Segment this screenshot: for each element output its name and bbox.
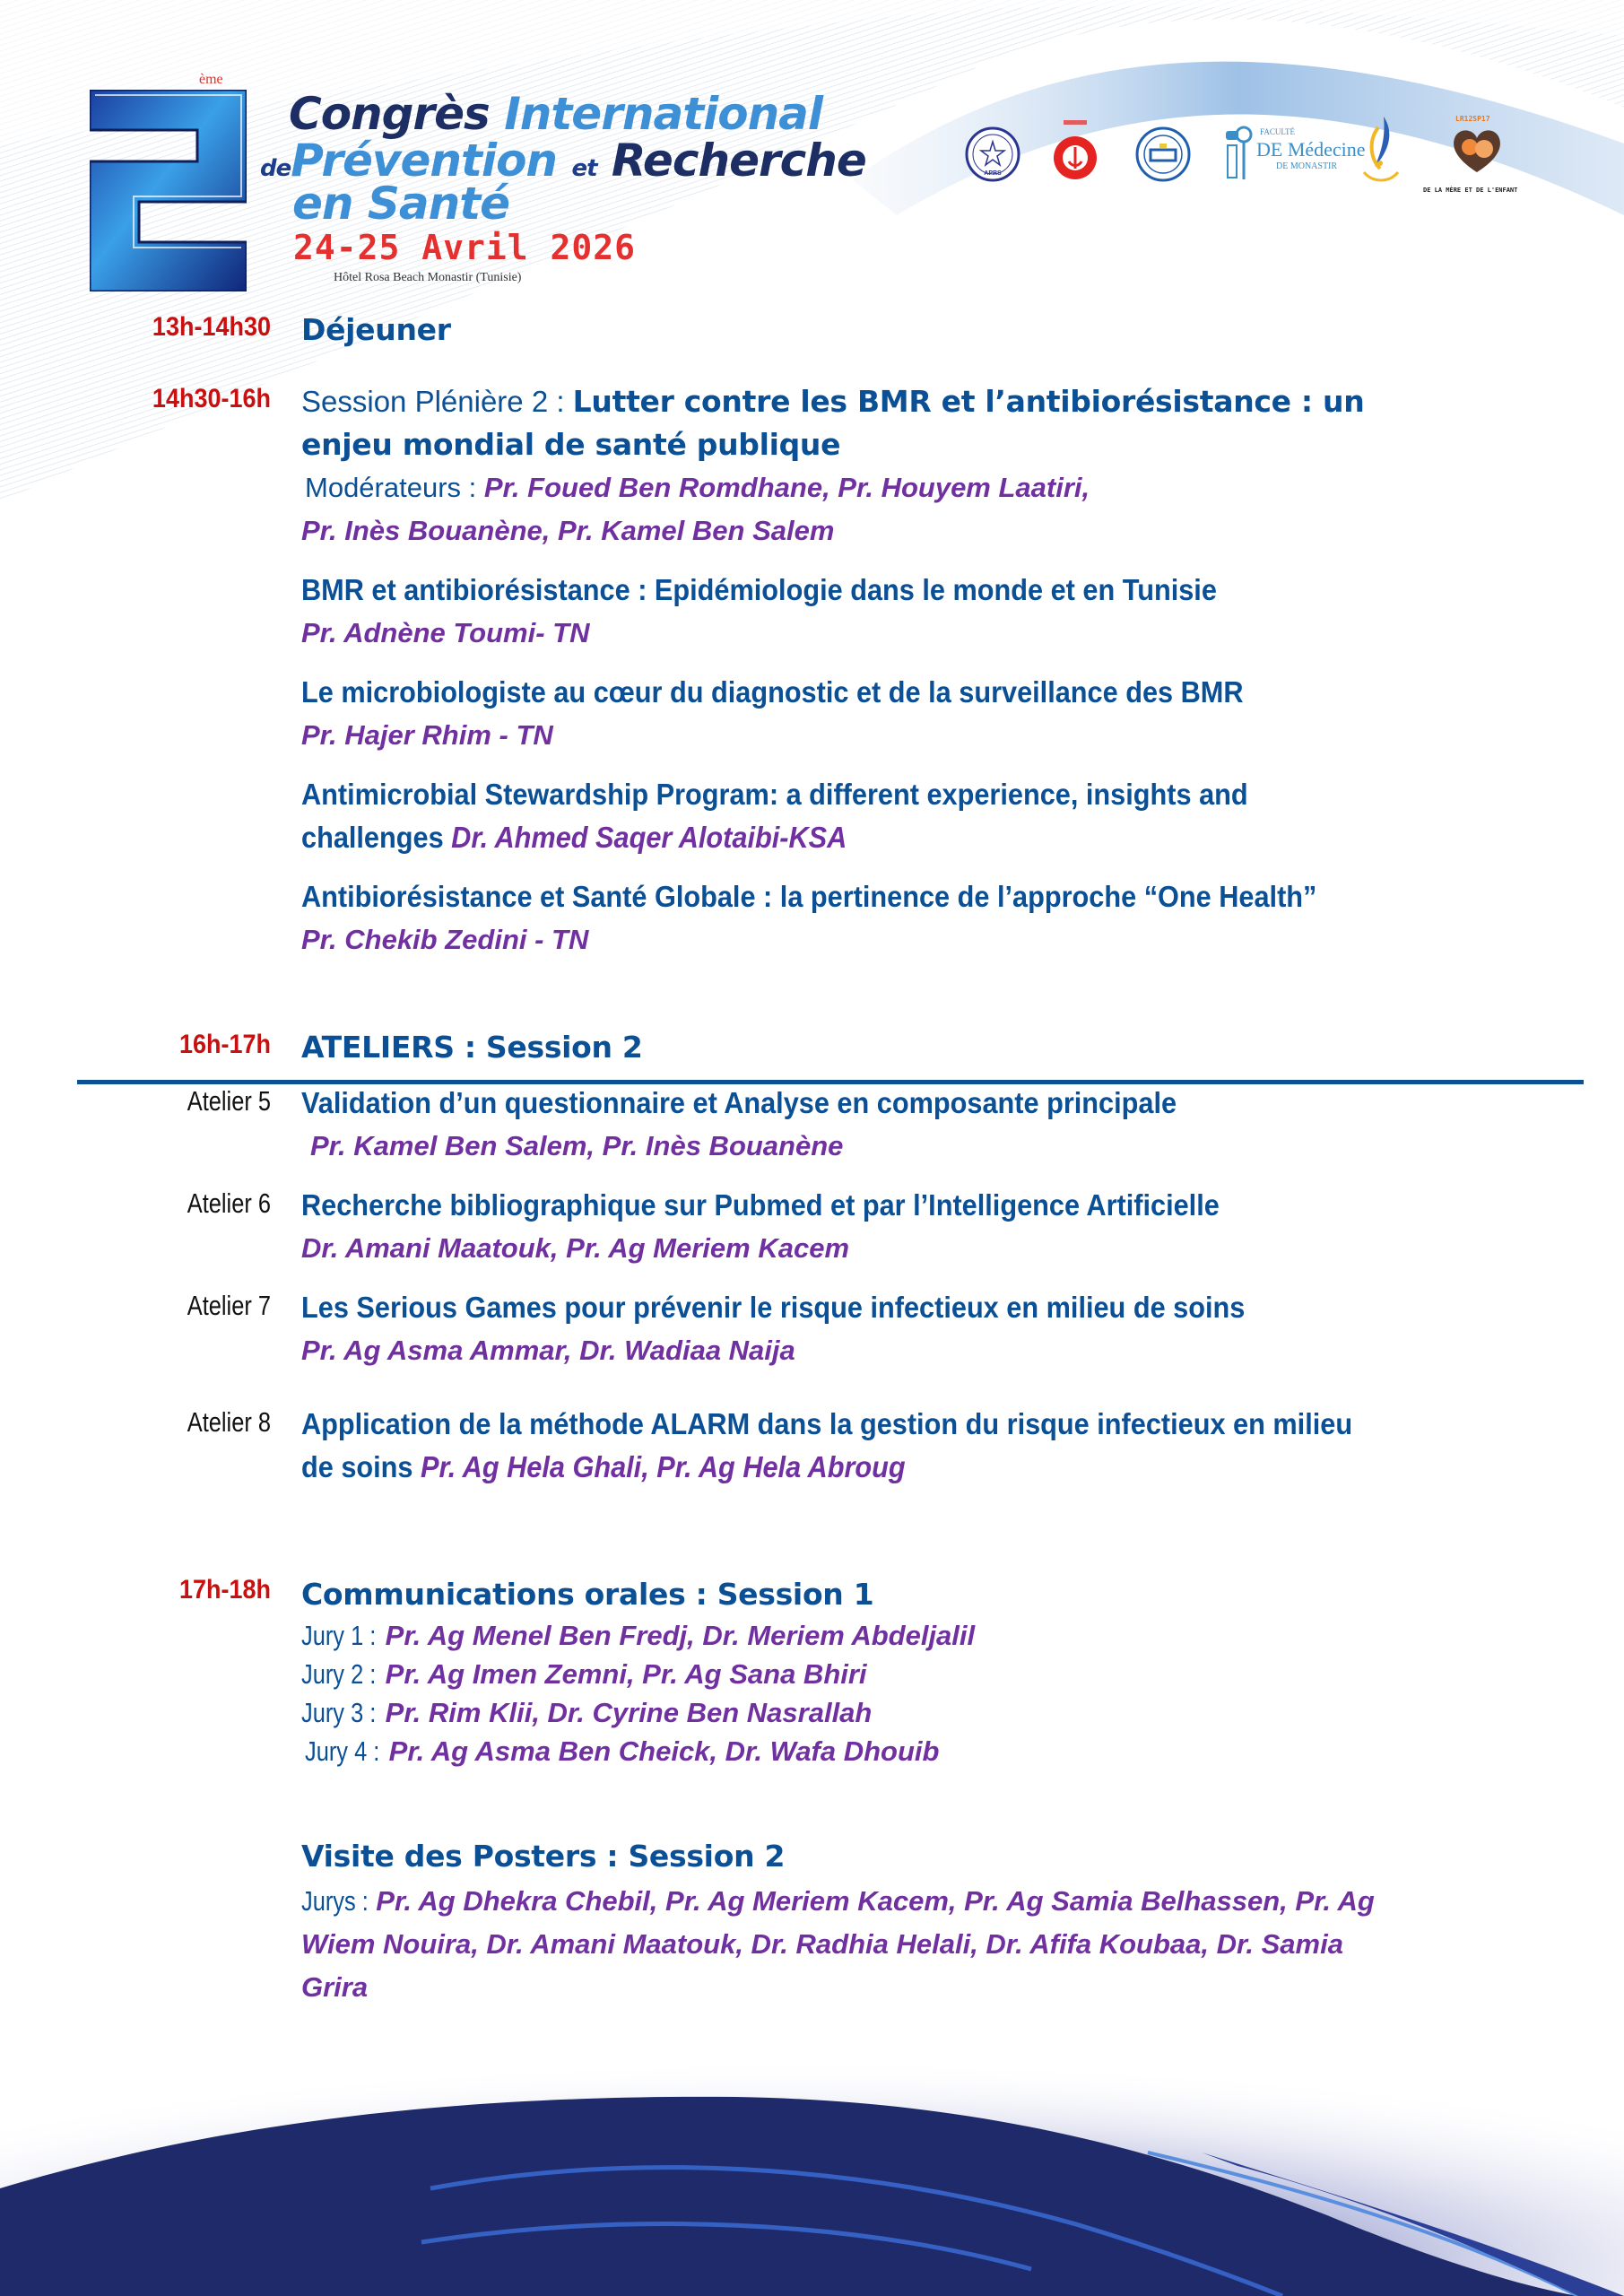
time-slot-lunch: 13h-14h30 (152, 312, 271, 342)
congress-title-line-3: en Santé (292, 178, 510, 230)
aprs-logo-label: APRS (984, 170, 1002, 177)
atelier-5-title: Validation d’un questionnaire et Analyse en composante principale (301, 1086, 1177, 1119)
posters-title: Visite des Posters : Session 2 (301, 1839, 786, 1874)
jury-3: Jury 3 :Pr. Rim Klii, Dr. Cyrine Ben Nasrallah (301, 1697, 873, 1728)
atelier-5-speakers: Pr. Kamel Ben Salem, Pr. Inès Bouanène (310, 1130, 844, 1161)
plenary-title-line-2: enjeu mondial de santé publique (301, 427, 841, 462)
moderators-line-1: Modérateurs : Pr. Foued Ben Romdhane, Pr. Houyem Laatiri, (305, 472, 1090, 503)
lr12sp17-logo: LR12SP17 DE LA MÈRE ET DE L'ENFANT (1423, 115, 1518, 194)
congress-venue: Hôtel Rosa Beach Monastir (Tunisie) (334, 271, 522, 284)
atelier-5 (301, 1082, 1584, 1168)
atelier-8-label: Atelier 8 (187, 1406, 271, 1438)
plenary-session (301, 380, 1584, 961)
atelier-7-title: Les Serious Games pour prévenir le risque infectieux en milieu de soins (301, 1291, 1246, 1324)
congress-title-line-2: dePrévention et Recherche (260, 135, 866, 187)
talk-4-speaker: Pr. Chekib Zedini - TN (301, 924, 589, 955)
ateliers-title: ATELIERS : Session 2 (301, 1030, 643, 1065)
oral-communications (301, 1573, 1584, 1770)
atelier-8-speakers: Pr. Ag Hela Ghali, Pr. Ag Hela Abroug (421, 1450, 906, 1483)
atelier-5-label: Atelier 5 (187, 1085, 271, 1117)
talk-2-speaker: Pr. Hajer Rhim - TN (301, 719, 553, 751)
universite-monastir-logo-icon (1359, 115, 1403, 192)
congress-header (0, 0, 1624, 296)
jury-4: Jury 4 :Pr. Ag Asma Ben Cheick, Dr. Wafa Dhouib (305, 1735, 940, 1767)
atelier-6-title: Recherche bibliographique sur Pubmed et par l’Intelligence Artificielle (301, 1188, 1220, 1222)
lunch-title: Déjeuner (301, 312, 451, 347)
atelier-6 (301, 1184, 1584, 1270)
talk-2-title: Le microbiologiste au cœur du diagnostic et de la surveillance des BMR (301, 675, 1244, 709)
atelier-7 (301, 1286, 1584, 1372)
congress-dates: 24-25 Avril 2026 (293, 228, 637, 267)
faculte-medecine-logo: FACULTÉ DE Médecine DE MONASTIR (1224, 124, 1350, 187)
moderators-line-2: Pr. Inès Bouanène, Pr. Kamel Ben Salem (301, 515, 835, 546)
partner-logos (964, 115, 1556, 204)
talk-1-title: BMR et antibiorésistance : Epidémiologie dans le monde et en Tunisie (301, 573, 1217, 606)
aprs-logo-icon (964, 126, 1021, 183)
footer-wave-decoration (0, 2000, 1624, 2296)
jury-2: Jury 2 :Pr. Ag Imen Zemni, Pr. Ag Sana Bhiri (301, 1658, 867, 1690)
congress-title-line-1: Congrès International (289, 88, 823, 140)
chu-logo-icon (1134, 126, 1192, 183)
ministry-of-health-logo-icon (1049, 120, 1101, 185)
time-slot-plenary: 14h30-16h (152, 384, 271, 413)
time-slot-ateliers: 16h-17h (178, 1030, 271, 1059)
atelier-7-label: Atelier 7 (187, 1290, 271, 1321)
ateliers-header (301, 1026, 1584, 1069)
plenary-title-line-1: Session Plénière 2 : Lutter contre les BMR et l’antibiorésistance : un (301, 384, 1365, 419)
talk-3-speaker: Dr. Ahmed Saqer Alotaibi-KSA (451, 821, 847, 854)
heart-mother-child-icon (1450, 126, 1504, 176)
atelier-7-speakers: Pr. Ag Asma Ammar, Dr. Wadiaa Naija (301, 1335, 795, 1366)
posters-jury-line-3: Grira (301, 1971, 369, 2003)
talk-4-title: Antibiorésistance et Santé Globale : la pertinence de l’approche “One Health” (301, 880, 1317, 913)
lunch-session (301, 309, 1584, 352)
atelier-8-title: Application de la méthode ALARM dans la gestion du risque infectieux en milieu (301, 1407, 1353, 1440)
posters-jury-line-2: Wiem Nouira, Dr. Amani Maatouk, Dr. Radhia Helali, Dr. Afifa Koubaa, Dr. Samia (301, 1928, 1343, 1960)
caduceus-icon (1224, 124, 1256, 181)
edition-suffix: ème (199, 72, 223, 87)
atelier-8: Application de la méthode ALARM dans la gestion du risque infectieux en milieu de soins Pr. Ag Hela Ghali, Pr. Ag Hela Abroug (301, 1403, 1584, 1489)
oral-title: Communications orales : Session 1 (301, 1577, 874, 1612)
time-slot-oral: 17h-18h (178, 1575, 271, 1605)
talk-3-title: Antimicrobial Stewardship Program: a different experience, insights and (301, 778, 1248, 811)
jury-1: Jury 1 :Pr. Ag Menel Ben Fredj, Dr. Meriem Abdeljalil (301, 1620, 976, 1651)
posters-jury-line-1: Jurys :Pr. Ag Dhekra Chebil, Pr. Ag Meriem Kacem, Pr. Ag Samia Belhassen, Pr. Ag (301, 1885, 1375, 1917)
talk-1-speaker: Pr. Adnène Toumi- TN (301, 617, 590, 648)
atelier-6-speakers: Dr. Amani Maatouk, Pr. Ag Meriem Kacem (301, 1232, 850, 1264)
poster-session (301, 1833, 1584, 2009)
talk-3-title-cont: challenges Dr. Ahmed Saqer Alotaibi-KSA (301, 821, 847, 854)
edition-number-two-logo (90, 90, 247, 291)
atelier-6-label: Atelier 6 (187, 1187, 271, 1219)
